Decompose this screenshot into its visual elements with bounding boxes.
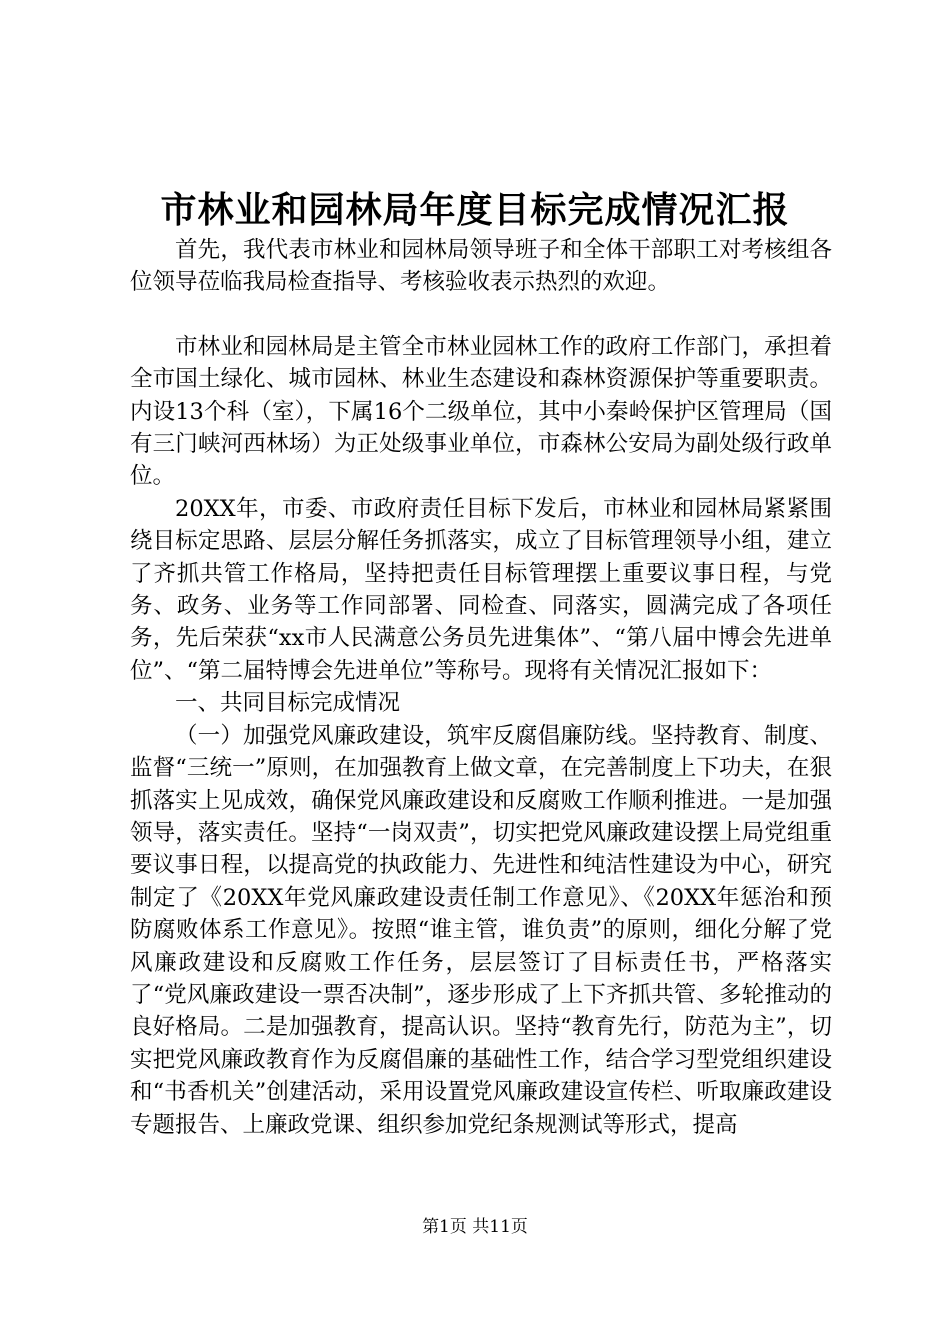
- page-title: 市林业和园林局年度目标完成情况汇报: [160, 189, 790, 231]
- document-body: [130, 234, 832, 1141]
- paragraph-party-conduct: （一）加强党风廉政建设，筑牢反腐倡廉防线。坚持教育、制度、监督“三统一”原则，在加强教育上做文章，在完善制度上下功夫，在狠抓落实上见成效，确保党风廉政建设和反腐败工作顺利推进。一是加强领导，落实责任。坚持“一岗双责”，切实把党风廉政建设摆上局党组重要议事日程，以提高党的执政能力、先进性和纯洁性建设为中心，研究制定了《20XX年党风廉政建设责任制工作意见》、《20XX年惩治和预防腐败体系工作意见》。按照“谁主管，谁负责”的原则，细化分解了党风廉政建设和反腐败工作任务，层层签订了目标责任书，严格落实了“党风廉政建设一票否决制”，逐步形成了上下齐抓共管、多轮推动的良好格局。二是加强教育，提高认识。坚持“教育先行，防范为主”，切实把党风廉政教育作为反腐倡廉的基础性工作，结合学习型党组织建设和“书香机关”创建活动，采用设置党风廉政建设宣传栏、听取廉政建设专题报告、上廉政党课、组织参加党纪条规测试等形式，提高: [130, 722, 832, 1138]
- paragraph-summary: 20XX年，市委、市政府责任目标下发后，市林业和园林局紧紧围绕目标定思路、层层分解任务抓落实，成立了目标管理领导小组，建立了齐抓共管工作格局，坚持把责任目标管理摆上重要议事日程，与党务、政务、业务等工作同部署、同检查、同落实，圆满完成了各项任务，先后荣获“xx市人民满意公务员先进集体”、“第八届中博会先进单位”、“第二届特博会先进单位”等称号。现将有关情况汇报如下：: [130, 495, 832, 684]
- page-footer: 第1页 共11页: [422, 1217, 528, 1237]
- paragraph-overview: 市林业和园林局是主管全市林业园林工作的政府工作部门，承担着全市国土绿化、城市园林、林业生态建设和森林资源保护等重要职责。内设13个科（室），下属16个二级单位，其中小秦岭保护区管理局（国有三门峡河西林场）为正处级事业单位，市森林公安局为副处级行政单位。: [130, 333, 832, 490]
- paragraph-welcome: 首先，我代表市林业和园林局领导班子和全体干部职工对考核组各位领导莅临我局检查指导、考核验收表示热烈的欢迎。: [130, 237, 832, 296]
- section-heading: 一、共同目标完成情况: [175, 690, 401, 717]
